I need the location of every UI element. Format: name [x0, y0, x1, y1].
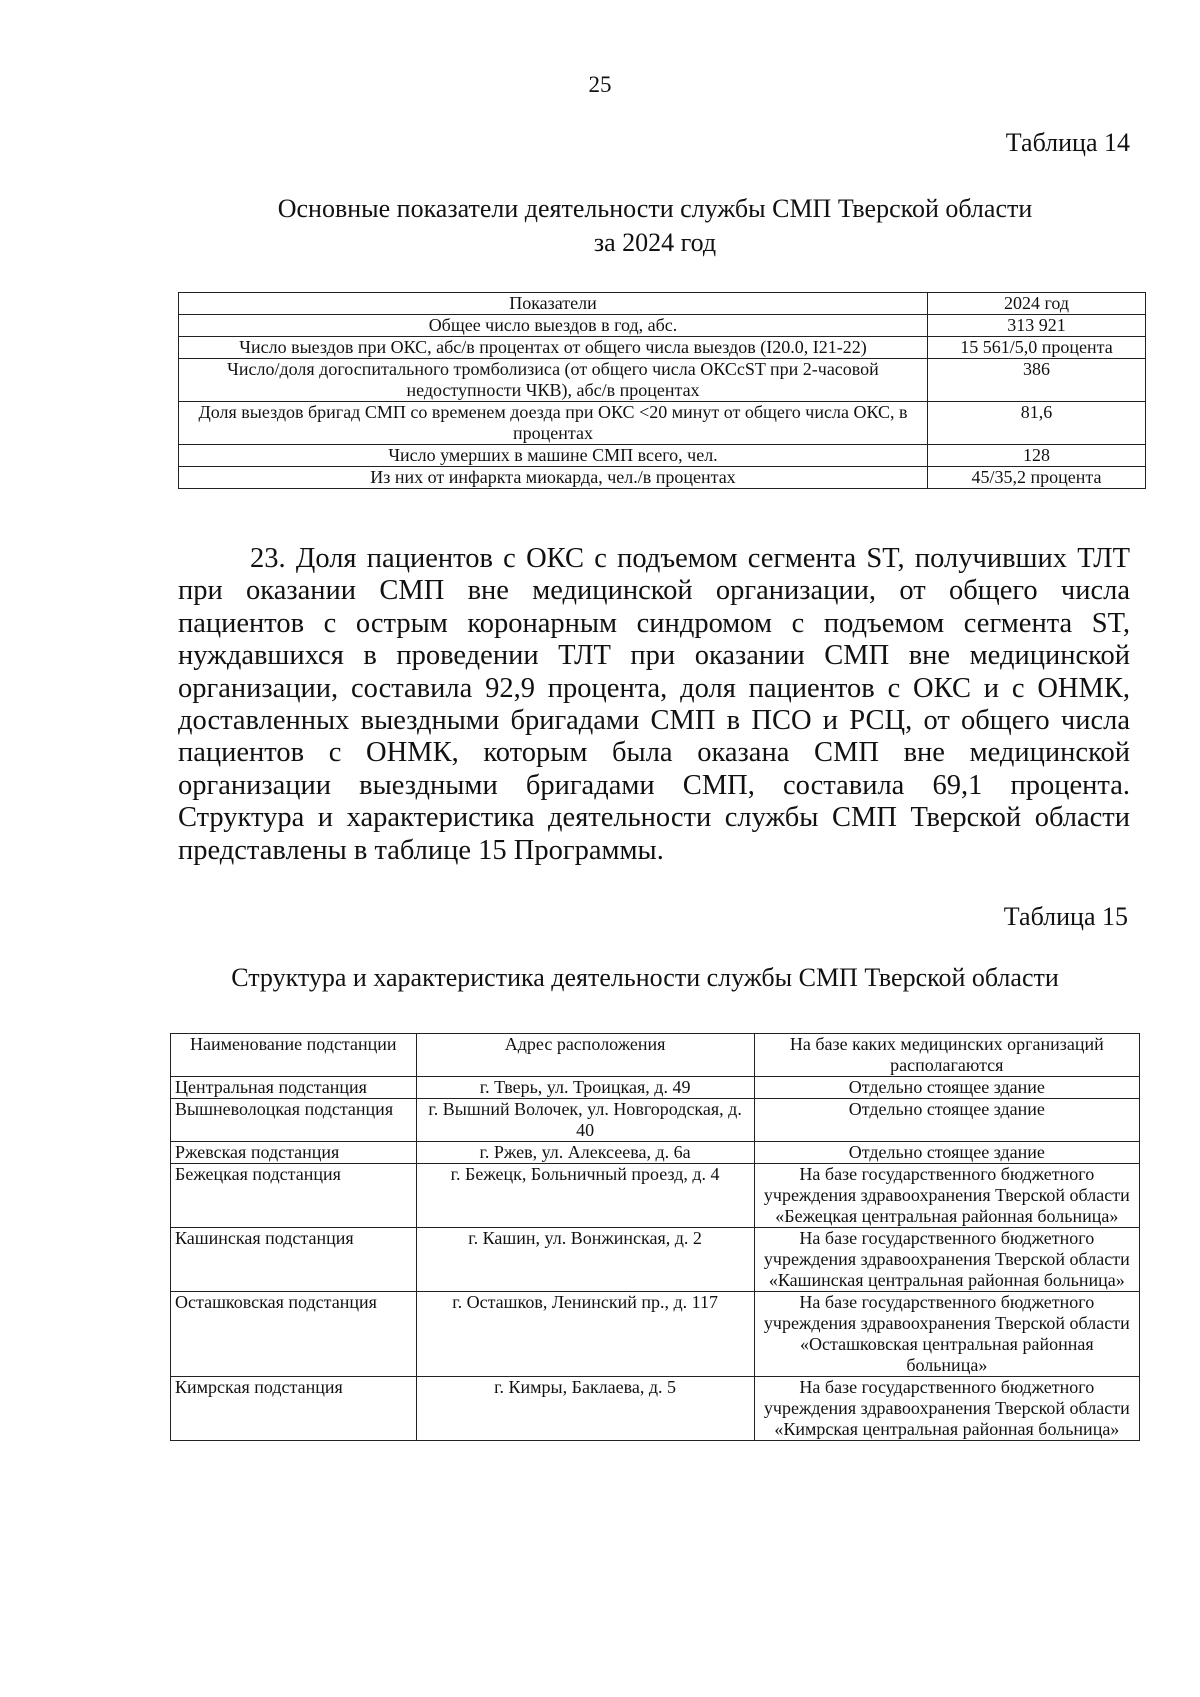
substation-name: Бежецкая подстанция: [171, 1164, 417, 1228]
table-14-caption: Таблица 14: [1005, 128, 1130, 157]
table-14: [178, 292, 1146, 489]
table-14-title-line1: Основные показатели деятельности службы СМП Тверской области: [277, 194, 1033, 223]
indicator-cell: Из них от инфаркта миокарда, чел./в процентах: [179, 467, 928, 489]
page-number: 25: [588, 72, 612, 97]
paragraph-23: 23. Доля пациентов с ОКС с подъемом сегмента ST, получивших ТЛТ при оказании СМП вне медицинской организации, от общего числа пациентов с острым коронарным синдромом с подъемом сегмента ST, нуждавшихся в проведении ТЛТ при оказании СМП вне медицинской организации, составила 92,9 процента, доля пациентов с ОКС и с ОНМК, доставленных выездными бригадами СМП в ПСО и РСЦ, от общего числа пациентов с ОНМК, которым была оказана СМП вне медицинской организации выездными бригадами СМП, составила 69,1 процента. Структура и характеристика деятельности службы СМП Тверской области представлены в таблице 15 Программы.: [178, 543, 1130, 866]
table-row: [179, 445, 1146, 467]
substation-name: Вышневолоцкая подстанция: [171, 1099, 417, 1142]
table-15: [170, 1033, 1140, 1441]
indicator-cell: Число выездов при ОКС, абс/в процентах от общего числа выездов (I20.0, I21-22): [179, 337, 928, 359]
value-cell: 45/35,2 процента: [928, 467, 1146, 489]
column-header: Наименование подстанции: [171, 1034, 417, 1077]
substation-address: г. Тверь, ул. Троицкая, д. 49: [416, 1077, 754, 1099]
table-row: [171, 1142, 1140, 1164]
substation-name: Ржевская подстанция: [171, 1142, 417, 1164]
value-cell: 313 921: [928, 315, 1146, 337]
value-cell: 386: [928, 359, 1146, 402]
column-header: 2024 год: [928, 293, 1146, 315]
substation-address: г. Осташков, Ленинский пр., д. 117: [416, 1292, 754, 1377]
table-row: [171, 1164, 1140, 1228]
table-14-title: [0, 192, 1200, 260]
substation-base: На базе государственного бюджетного учреждения здравоохранения Тверской области «Бежецкая центральная районная больница»: [754, 1164, 1139, 1228]
substation-name: Осташковская подстанция: [171, 1292, 417, 1377]
table-14-title-line2: за 2024 год: [593, 228, 717, 257]
table-row: [179, 467, 1146, 489]
table-header-row: [179, 293, 1146, 315]
substation-name: Кимрская подстанция: [171, 1377, 417, 1441]
substation-address: г. Вышний Волочек, ул. Новгородская, д. 40: [416, 1099, 754, 1142]
substation-base: Отдельно стоящее здание: [754, 1142, 1139, 1164]
table-header-row: [171, 1034, 1140, 1077]
table-row: [179, 315, 1146, 337]
table-row: [171, 1077, 1140, 1099]
value-cell: 15 561/5,0 процента: [928, 337, 1146, 359]
table-row: [171, 1377, 1140, 1441]
substation-base: На базе государственного бюджетного учреждения здравоохранения Тверской области «Осташковская центральная районная больница»: [754, 1292, 1139, 1377]
substation-address: г. Бежецк, Больничный проезд, д. 4: [416, 1164, 754, 1228]
indicator-cell: Число умерших в машине СМП всего, чел.: [179, 445, 928, 467]
table-row: [179, 359, 1146, 402]
table-row: [171, 1292, 1140, 1377]
substation-base: На базе государственного бюджетного учреждения здравоохранения Тверской области «Кимрская центральная районная больница»: [754, 1377, 1139, 1441]
table-row: [179, 337, 1146, 359]
table-15-caption: Таблица 15: [1003, 902, 1128, 931]
indicator-cell: Число/доля догоспитального тромболизиса (от общего числа ОКСcST при 2-часовой недоступности ЧКВ), абс/в процентах: [179, 359, 928, 402]
substation-name: Центральная подстанция: [171, 1077, 417, 1099]
substation-base: Отдельно стоящее здание: [754, 1077, 1139, 1099]
indicator-cell: Доля выездов бригад СМП со временем доезда при ОКС <20 минут от общего числа ОКС, в процентах: [179, 402, 928, 445]
substation-base: На базе государственного бюджетного учреждения здравоохранения Тверской области «Кашинская центральная районная больница»: [754, 1228, 1139, 1292]
substation-base: Отдельно стоящее здание: [754, 1099, 1139, 1142]
table-row: [171, 1099, 1140, 1142]
indicator-cell: Общее число выездов в год, абс.: [179, 315, 928, 337]
column-header: На базе каких медицинских организаций располагаются: [754, 1034, 1139, 1077]
value-cell: 81,6: [928, 402, 1146, 445]
substation-name: Кашинская подстанция: [171, 1228, 417, 1292]
table-row: [171, 1228, 1140, 1292]
column-header: Адрес расположения: [416, 1034, 754, 1077]
table-row: [179, 402, 1146, 445]
table-15-title: Структура и характеристика деятельности службы СМП Тверской области: [231, 963, 1059, 992]
value-cell: 128: [928, 445, 1146, 467]
substation-address: г. Кимры, Баклаева, д. 5: [416, 1377, 754, 1441]
substation-address: г. Ржев, ул. Алексеева, д. 6а: [416, 1142, 754, 1164]
column-header: Показатели: [179, 293, 928, 315]
substation-address: г. Кашин, ул. Вонжинская, д. 2: [416, 1228, 754, 1292]
